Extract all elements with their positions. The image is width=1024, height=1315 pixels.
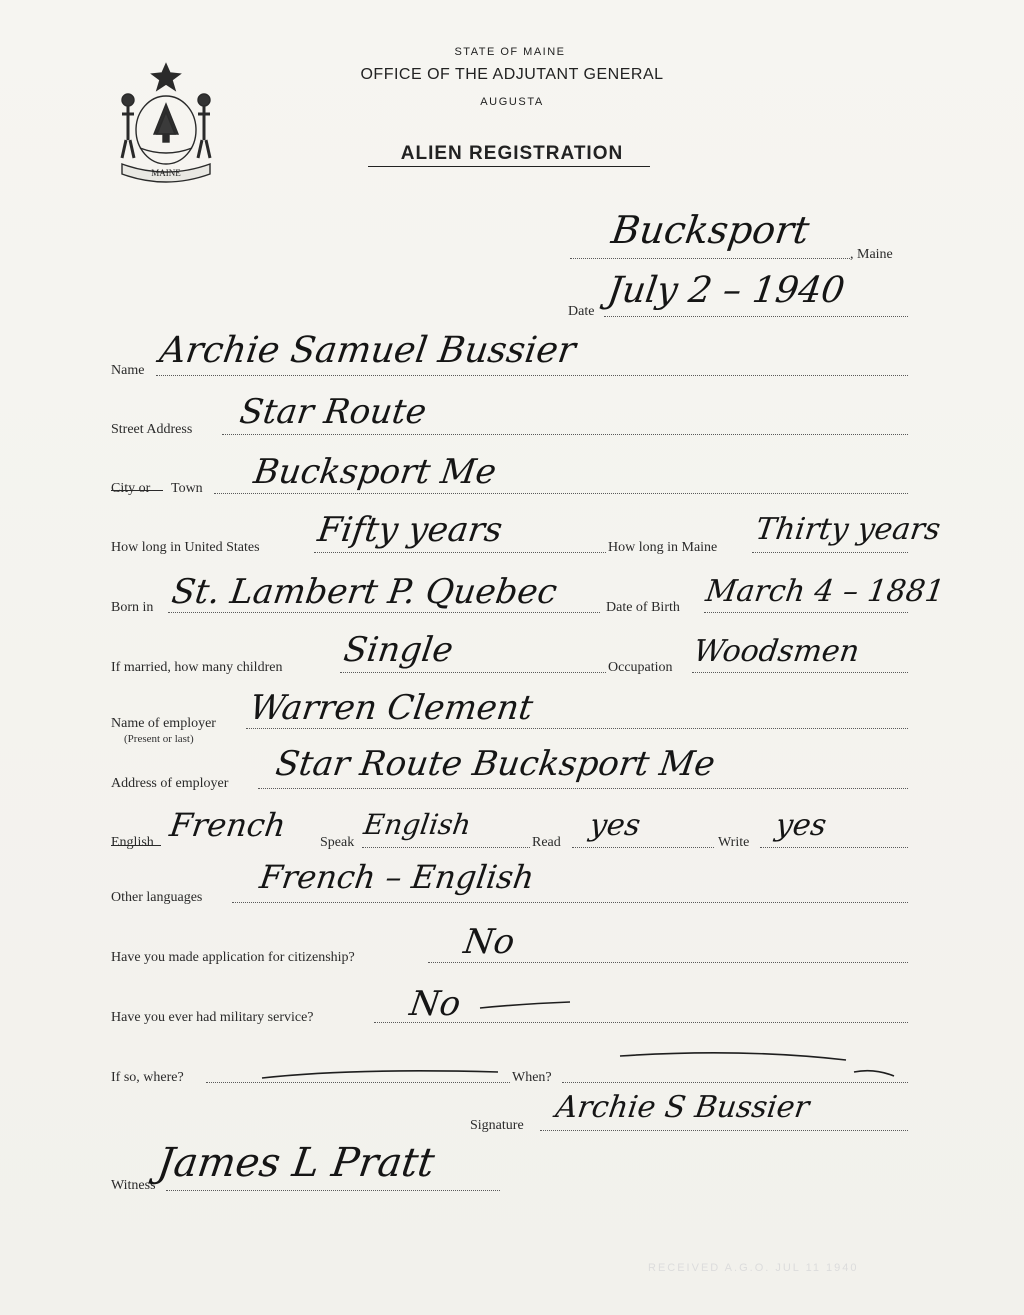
signature-entry[interactable]: Archie S Bussier — [553, 1090, 812, 1125]
occupation-entry[interactable]: Woodsmen — [691, 634, 862, 669]
citizenship-label: Have you made application for citizenship? — [111, 950, 355, 965]
how-long-maine-label: How long in Maine — [608, 540, 718, 555]
write-label: Write — [718, 835, 750, 850]
employer-address-label: Address of employer — [111, 776, 229, 791]
date-label: Date — [568, 304, 595, 319]
date-of-birth-entry[interactable]: March 4 – 1881 — [703, 574, 947, 609]
signature-label: Signature — [470, 1118, 524, 1133]
date-entry[interactable]: July 2 – 1940 — [605, 270, 848, 311]
read-label: Read — [532, 835, 561, 850]
born-in-label: Born in — [111, 600, 154, 615]
form-title: ALIEN REGISTRATION — [400, 143, 624, 164]
read-entry[interactable]: yes — [587, 808, 643, 843]
street-address-entry[interactable]: Star Route — [237, 392, 429, 432]
children-label: If married, how many children — [111, 660, 283, 675]
header-state: STATE OF MAINE — [454, 46, 566, 58]
where-label: If so, where? — [111, 1070, 184, 1085]
town-entry[interactable]: Bucksport — [608, 208, 812, 252]
town-label: Town — [171, 481, 203, 496]
witness-entry[interactable]: James L Pratt — [154, 1140, 438, 1186]
employer-label: Name of employer — [111, 716, 216, 731]
years-us-entry[interactable]: Fifty years — [315, 510, 505, 550]
name-label: Name — [111, 363, 145, 378]
born-in-entry[interactable]: St. Lambert P. Quebec — [169, 572, 560, 612]
other-languages-label: Other languages — [111, 890, 203, 905]
header-city: AUGUSTA — [480, 96, 544, 108]
military-label: Have you ever had military service? — [111, 1010, 314, 1025]
street-address-label: Street Address — [111, 422, 193, 437]
children-entry[interactable]: Single — [341, 630, 456, 670]
header-office: OFFICE OF THE ADJUTANT GENERAL — [360, 66, 664, 83]
employer-address-entry[interactable]: Star Route Bucksport Me — [273, 744, 718, 784]
city-or-label: City or — [111, 481, 151, 496]
speak-label: Speak — [320, 835, 355, 850]
seal-banner-text: MAINE — [151, 168, 181, 178]
how-long-us-label: How long in United States — [111, 540, 260, 555]
received-stamp: RECEIVED A.G.O. JUL 11 1940 — [648, 1262, 859, 1274]
speak-entry[interactable]: English — [361, 808, 474, 841]
witness-label: Witness — [111, 1178, 156, 1193]
maine-suffix-label: , Maine — [850, 247, 893, 262]
when-label: When? — [512, 1070, 552, 1085]
english-label: English — [111, 835, 154, 850]
city-entry[interactable]: Bucksport Me — [251, 452, 499, 492]
years-maine-entry[interactable]: Thirty years — [753, 512, 943, 547]
write-entry[interactable]: yes — [773, 808, 829, 843]
employer-note: (Present or last) — [124, 733, 194, 745]
name-entry[interactable]: Archie Samuel Bussier — [157, 330, 579, 371]
other-languages-entry[interactable]: French – English — [257, 858, 537, 896]
occupation-label: Occupation — [608, 660, 673, 675]
native-language-entry[interactable]: French — [167, 806, 289, 844]
date-of-birth-label: Date of Birth — [606, 600, 680, 615]
citizenship-entry[interactable]: No — [461, 922, 518, 962]
military-entry[interactable]: No — [407, 984, 464, 1024]
employer-entry[interactable]: Warren Clement — [247, 688, 536, 728]
